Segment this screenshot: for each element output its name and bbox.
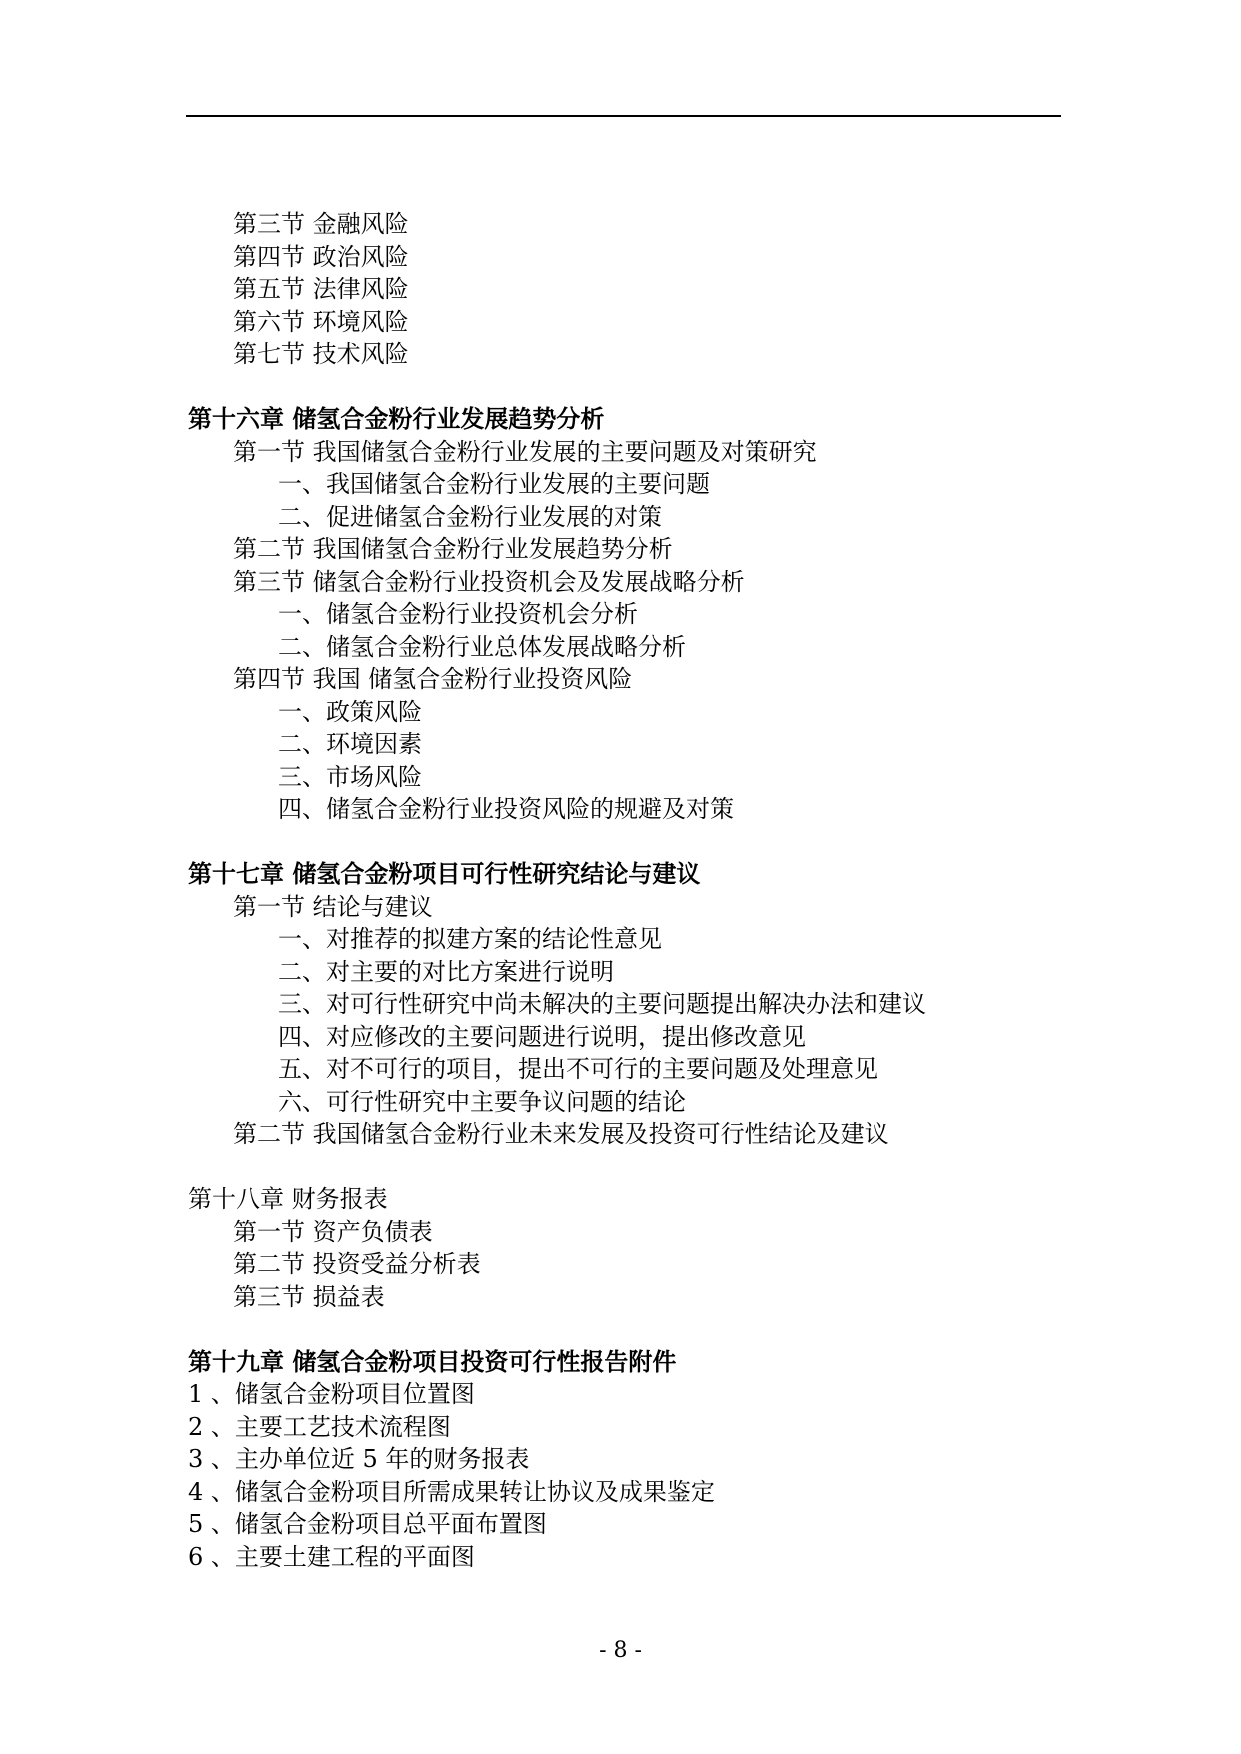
toc-section: 第三节 储氢合金粉行业投资机会及发展战略分析 bbox=[233, 568, 745, 596]
page-number: - 8 - bbox=[599, 1638, 642, 1663]
appendix-item: 1 、储氢合金粉项目位置图 bbox=[188, 1380, 475, 1408]
toc-subsection: 二、促进储氢合金粉行业发展的对策 bbox=[278, 503, 662, 531]
toc-section: 第二节 我国储氢合金粉行业发展趋势分析 bbox=[233, 535, 673, 563]
toc-section: 第四节 我国 储氢合金粉行业投资风险 bbox=[233, 665, 633, 693]
chapter-title: 第十七章 储氢合金粉项目可行性研究结论与建议 bbox=[188, 859, 701, 888]
chapter-title: 第十八章 财务报表 bbox=[188, 1185, 388, 1213]
toc-section: 第三节 损益表 bbox=[233, 1283, 385, 1311]
toc-section: 第一节 结论与建议 bbox=[233, 893, 433, 921]
toc-subsection: 四、对应修改的主要问题进行说明，提出修改意见 bbox=[278, 1023, 806, 1051]
toc-section: 第五节 法律风险 bbox=[233, 275, 409, 303]
toc-subsection: 二、环境因素 bbox=[278, 730, 422, 758]
toc-section: 第二节 我国储氢合金粉行业未来发展及投资可行性结论及建议 bbox=[233, 1120, 889, 1148]
toc-section: 第一节 资产负债表 bbox=[233, 1218, 433, 1246]
chapter-title: 第十九章 储氢合金粉项目投资可行性报告附件 bbox=[188, 1347, 677, 1376]
header-rule bbox=[186, 115, 1061, 117]
toc-section: 第六节 环境风险 bbox=[233, 308, 409, 336]
appendix-item: 5 、储氢合金粉项目总平面布置图 bbox=[188, 1510, 547, 1538]
toc-section: 第七节 技术风险 bbox=[233, 340, 409, 368]
chapter-title: 第十六章 储氢合金粉行业发展趋势分析 bbox=[188, 404, 605, 433]
toc-subsection: 六、可行性研究中主要争议问题的结论 bbox=[278, 1088, 686, 1116]
toc-subsection: 三、对可行性研究中尚未解决的主要问题提出解决办法和建议 bbox=[278, 990, 926, 1018]
toc-subsection: 一、储氢合金粉行业投资机会分析 bbox=[278, 600, 638, 628]
toc-section: 第三节 金融风险 bbox=[233, 210, 409, 238]
toc-subsection: 四、储氢合金粉行业投资风险的规避及对策 bbox=[278, 795, 734, 823]
toc-subsection: 一、我国储氢合金粉行业发展的主要问题 bbox=[278, 470, 710, 498]
toc-subsection: 二、对主要的对比方案进行说明 bbox=[278, 958, 614, 986]
toc-section: 第一节 我国储氢合金粉行业发展的主要问题及对策研究 bbox=[233, 438, 817, 466]
appendix-item: 2 、主要工艺技术流程图 bbox=[188, 1413, 451, 1441]
toc-subsection: 一、对推荐的拟建方案的结论性意见 bbox=[278, 925, 662, 953]
toc-subsection: 一、政策风险 bbox=[278, 698, 422, 726]
toc-section: 第二节 投资受益分析表 bbox=[233, 1250, 481, 1278]
appendix-item: 4 、储氢合金粉项目所需成果转让协议及成果鉴定 bbox=[188, 1478, 715, 1506]
toc-subsection: 二、储氢合金粉行业总体发展战略分析 bbox=[278, 633, 686, 661]
appendix-item: 6 、主要土建工程的平面图 bbox=[188, 1543, 475, 1571]
toc-subsection: 三、市场风险 bbox=[278, 763, 422, 791]
toc-subsection: 五、对不可行的项目，提出不可行的主要问题及处理意见 bbox=[278, 1055, 878, 1083]
toc-section: 第四节 政治风险 bbox=[233, 243, 409, 271]
appendix-item: 3 、主办单位近 5 年的财务报表 bbox=[188, 1445, 530, 1473]
